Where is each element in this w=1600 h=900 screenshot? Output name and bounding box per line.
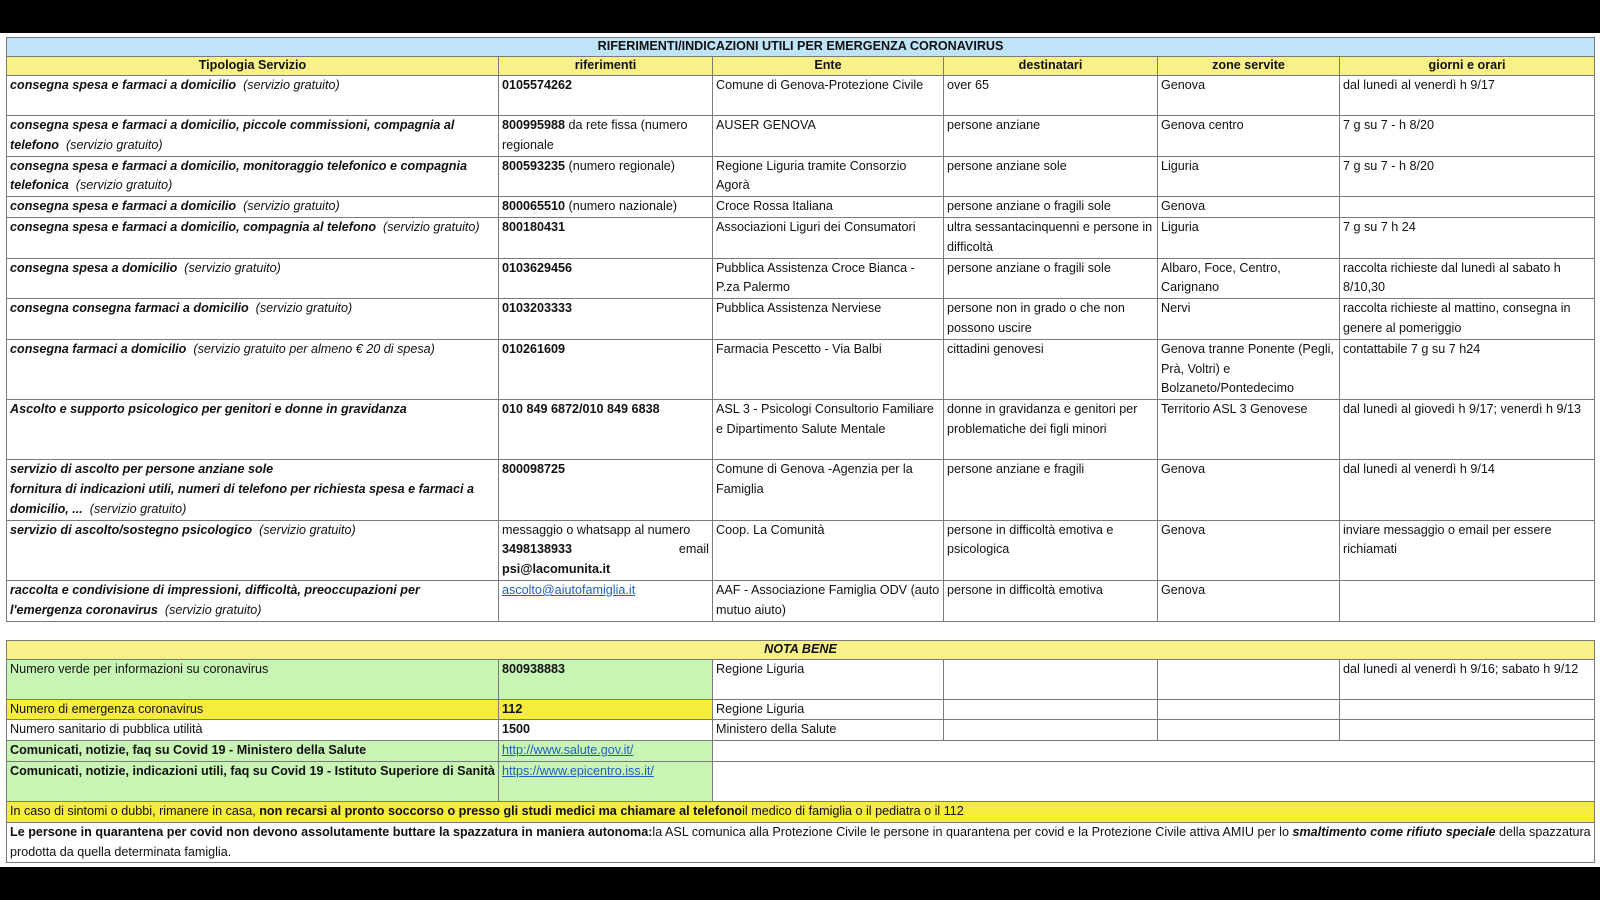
nota-ente: Ministero della Salute <box>713 720 944 741</box>
cell-riferimenti <box>499 197 713 218</box>
cell-destinatari: persone in difficoltà emotiva <box>944 580 1158 621</box>
cell-zone: Genova centro <box>1158 116 1340 157</box>
cell-orari: raccolta richieste al mattino, consegna in genere al pomeriggio <box>1340 299 1595 340</box>
phone-number: 0105574262 <box>502 78 573 92</box>
service-note: (servizio gratuito) <box>243 78 340 92</box>
email-label: email <box>678 542 709 557</box>
header-zone: zone servite <box>1158 57 1340 76</box>
symptoms-note-b: non recarsi al pronto soccorso o presso gli studi medici ma chiamare al telefono <box>259 803 743 818</box>
cell-service <box>7 116 499 157</box>
service-note: (servizio gratuito) <box>75 178 173 193</box>
symptoms-note-c: il medico di famiglia o il pediatra o il 112 <box>742 803 964 818</box>
cell-zone: Genova <box>1158 76 1340 116</box>
service-note: (servizio gratuito) <box>383 219 480 234</box>
cell-zone: Genova <box>1158 520 1340 580</box>
nota-number: 112 <box>499 699 713 720</box>
cell-ente: Associazioni Liguri dei Consumatori <box>713 217 944 258</box>
service-name: consegna spesa e farmaci a domicilio, compagnia al telefono <box>10 219 377 234</box>
nota-link-cell <box>499 761 713 801</box>
cell-ente: Pubblica Assistenza Croce Bianca - P.za Palermo <box>713 258 944 299</box>
phone-note: (numero regionale) <box>568 158 675 173</box>
cell-orari <box>1340 580 1595 621</box>
cell-orari: raccolta richieste dal lunedì al sabato h 8/10,30 <box>1340 258 1595 299</box>
cell-zone: Liguria <box>1158 217 1340 258</box>
phone-note: (numero nazionale) <box>568 199 678 214</box>
header-riferimenti: riferimenti <box>499 57 713 76</box>
cell-service <box>7 580 499 621</box>
cell-orari: 7 g su 7 h 24 <box>1340 217 1595 258</box>
service-name: consegna spesa e farmaci a domicilio <box>10 78 237 92</box>
nota-label: Numero di emergenza coronavirus <box>7 699 499 720</box>
email-address[interactable]: psi@lacomunita.it <box>502 562 611 577</box>
service-note: (servizio gratuito) <box>259 522 356 537</box>
phone-number: 800593235 <box>502 158 566 173</box>
cell-riferimenti <box>499 460 713 520</box>
cell-orari: inviare messaggio o email per essere richiamati <box>1340 520 1595 580</box>
cell-destinatari: cittadini genovesi <box>944 339 1158 399</box>
phone-number: 0103203333 <box>502 301 573 316</box>
cell-destinatari: over 65 <box>944 76 1158 116</box>
table-row <box>7 217 1595 258</box>
cell-orari: dal lunedì al giovedì h 9/17; venerdì h 9/13 <box>1340 400 1595 460</box>
symptoms-note <box>7 801 1595 822</box>
nota-empty <box>944 720 1158 741</box>
cell-ente: Coop. La Comunità <box>713 520 944 580</box>
nota-bene-title: NOTA BENE <box>7 640 1595 659</box>
cell-zone: Genova <box>1158 580 1340 621</box>
service-name: servizio di ascolto/sostegno psicologico <box>10 522 253 537</box>
table-row <box>7 258 1595 299</box>
spreadsheet <box>0 33 1600 867</box>
cell-orari: dal lunedì al venerdì h 9/14 <box>1340 460 1595 520</box>
nota-number: 800938883 <box>499 659 713 699</box>
cell-service <box>7 339 499 399</box>
table-row <box>7 299 1595 340</box>
service-note: (servizio gratuito) <box>255 301 353 316</box>
cell-orari: 7 g su 7 - h 8/20 <box>1340 116 1595 157</box>
nota-label: Comunicati, notizie, indicazioni utili, faq su Covid 19 - Istituto Superiore di Sanità <box>7 761 499 801</box>
cell-ente: AUSER GENOVA <box>713 116 944 157</box>
service-name: consegna spesa e farmaci a domicilio, piccole commissioni, compagnia al telefono <box>10 118 455 152</box>
nota-empty <box>713 761 1595 801</box>
cell-ente: Pubblica Assistenza Nerviese <box>713 299 944 340</box>
cell-destinatari: persone anziane <box>944 116 1158 157</box>
cell-ente: Comune di Genova-Protezione Civile <box>713 76 944 116</box>
cell-zone: Genova <box>1158 197 1340 218</box>
quarantine-note-a: Le persone in quarantena per covid non devono assolutamente buttare la spazzatura in maniera autonoma: <box>10 824 653 839</box>
service-name: Ascolto e supporto psicologico per genitori e donne in gravidanza <box>10 402 407 417</box>
quarantine-note-d: della spazzatura prodotta da quella determinata famiglia. <box>10 824 1591 859</box>
service-note: (servizio gratuito) <box>89 501 187 516</box>
service-name: consegna consegna farmaci a domicilio <box>10 301 249 316</box>
header-ente: Ente <box>713 57 944 76</box>
service-name: consegna spesa e farmaci a domicilio, monitoraggio telefonico e compagnia telefonica <box>10 158 467 193</box>
cell-service <box>7 400 499 460</box>
cell-destinatari: persone anziane e fragili <box>944 460 1158 520</box>
cell-orari: contattabile 7 g su 7 h24 <box>1340 339 1595 399</box>
service-note: (servizio gratuito) <box>184 260 281 275</box>
nota-empty <box>1158 659 1340 699</box>
cell-riferimenti <box>499 299 713 340</box>
phone-number: 010261609 <box>502 341 566 356</box>
cell-ente: Croce Rossa Italiana <box>713 197 944 218</box>
table-row <box>7 339 1595 399</box>
services-table <box>6 37 1595 622</box>
nota-label: Comunicati, notizie, faq su Covid 19 - Ministero della Salute <box>7 741 499 762</box>
cell-riferimenti <box>499 116 713 157</box>
nota-empty <box>1340 699 1595 720</box>
service-note: (servizio gratuito per almeno € 20 di spesa) <box>193 341 435 356</box>
header-destinatari: destinatari <box>944 57 1158 76</box>
cell-service <box>7 197 499 218</box>
cell-service <box>7 299 499 340</box>
cell-orari: 7 g su 7 - h 8/20 <box>1340 156 1595 197</box>
symptoms-note-a: In caso di sintomi o dubbi, rimanere in casa, <box>10 803 260 818</box>
cell-service <box>7 460 499 520</box>
nota-ente: Regione Liguria <box>713 659 944 699</box>
service-name: servizio di ascolto per persone anziane sole <box>10 462 274 477</box>
cell-zone: Genova <box>1158 460 1340 520</box>
salute-link[interactable]: http://www.salute.gov.it/ <box>502 743 634 758</box>
cell-zone: Territorio ASL 3 Genovese <box>1158 400 1340 460</box>
service-name: consegna spesa e farmaci a domicilio <box>10 199 237 214</box>
phone-number: 800098725 <box>502 462 566 477</box>
cell-riferimenti <box>499 76 713 116</box>
cell-zone: Liguria <box>1158 156 1340 197</box>
cell-destinatari: ultra sessantacinquenni e persone in difficoltà <box>944 217 1158 258</box>
nota-label: Numero verde per informazioni su coronavirus <box>7 659 499 699</box>
nota-ente: Regione Liguria <box>713 699 944 720</box>
epicentro-link[interactable]: https://www.epicentro.iss.it/ <box>502 763 654 778</box>
cell-service <box>7 217 499 258</box>
phone-number: 3498138933 <box>502 542 573 557</box>
nota-bene-table <box>6 640 1595 864</box>
cell-ente: Comune di Genova -Agenzia per la Famiglia <box>713 460 944 520</box>
service-name-extra: fornitura di indicazioni utili, numeri di telefono per richiesta spesa e farmaci a domicilio, ... <box>10 481 474 516</box>
table-row <box>7 156 1595 197</box>
table-row <box>7 116 1595 157</box>
table-row <box>7 580 1595 621</box>
cell-riferimenti <box>499 258 713 299</box>
nota-number: 1500 <box>499 720 713 741</box>
nota-empty <box>1158 720 1340 741</box>
table-row <box>7 76 1595 116</box>
nota-empty <box>713 741 1595 762</box>
service-name: raccolta e condivisione di impressioni, difficoltà, preoccupazioni per l'emergenza coronavirus <box>10 582 420 617</box>
service-name: consegna spesa a domicilio <box>10 260 178 275</box>
nota-label: Numero sanitario di pubblica utilità <box>7 720 499 741</box>
cell-riferimenti <box>499 217 713 258</box>
cell-ente: ASL 3 - Psicologi Consultorio Familiare e Dipartimento Salute Mentale <box>713 400 944 460</box>
phone-number: 010 849 6872/010 849 6838 <box>502 402 660 417</box>
cell-zone: Genova tranne Ponente (Pegli, Prà, Voltri) e Bolzaneto/Pontedecimo <box>1158 339 1340 399</box>
nota-empty <box>1158 699 1340 720</box>
cell-service <box>7 76 499 116</box>
nota-empty <box>1340 720 1595 741</box>
nota-empty <box>944 699 1158 720</box>
header-tipologia: Tipologia Servizio <box>7 57 499 76</box>
phone-number: 800995988 <box>502 118 566 132</box>
cell-destinatari: persone in difficoltà emotiva e psicologica <box>944 520 1158 580</box>
nota-empty <box>944 659 1158 699</box>
quarantine-note-c: smaltimento come rifiuto speciale <box>1292 824 1496 839</box>
cell-ente: Regione Liguria tramite Consorzio Agorà <box>713 156 944 197</box>
cell-ente: Farmacia Pescetto - Via Balbi <box>713 339 944 399</box>
cell-zone: Albaro, Foce, Centro, Carignano <box>1158 258 1340 299</box>
cell-zone: Nervi <box>1158 299 1340 340</box>
cell-ente: AAF - Associazione Famiglia ODV (auto mutuo aiuto) <box>713 580 944 621</box>
cell-service <box>7 520 499 580</box>
cell-destinatari: persone non in grado o che non possono uscire <box>944 299 1158 340</box>
cell-orari: dal lunedì al venerdì h 9/17 <box>1340 76 1595 116</box>
table-row <box>7 197 1595 218</box>
phone-note: da rete fissa (numero regionale <box>502 118 688 152</box>
email-link[interactable]: ascolto@aiutofamiglia.it <box>502 582 636 597</box>
cell-destinatari: persone anziane o fragili sole <box>944 197 1158 218</box>
cell-riferimenti <box>499 580 713 621</box>
service-note: (servizio gratuito) <box>164 602 262 617</box>
table-row <box>7 520 1595 580</box>
cell-destinatari: persone anziane o fragili sole <box>944 258 1158 299</box>
cell-riferimenti <box>499 339 713 399</box>
header-orari: giorni e orari <box>1340 57 1595 76</box>
cell-riferimenti <box>499 156 713 197</box>
quarantine-note <box>7 822 1595 863</box>
cell-destinatari: donne in gravidanza e genitori per problematiche dei figli minori <box>944 400 1158 460</box>
phone-number: 800180431 <box>502 219 566 234</box>
table-row <box>7 400 1595 460</box>
nota-orari: dal lunedì al venerdì h 9/16; sabato h 9/12 <box>1340 659 1595 699</box>
quarantine-note-b: la ASL comunica alla Protezione Civile le persone in quarantena per covid e la Protezione Civile attiva AMIU per lo <box>652 824 1293 839</box>
service-note: (servizio gratuito) <box>65 137 163 152</box>
cell-service <box>7 258 499 299</box>
cell-destinatari: persone anziane sole <box>944 156 1158 197</box>
cell-orari <box>1340 197 1595 218</box>
nota-link-cell <box>499 741 713 762</box>
cell-service <box>7 156 499 197</box>
service-note: (servizio gratuito) <box>243 199 340 214</box>
phone-number: 800065510 <box>502 199 566 214</box>
phone-number: 0103629456 <box>502 260 573 275</box>
table-title: RIFERIMENTI/INDICAZIONI UTILI PER EMERGENZA CORONAVIRUS <box>7 38 1595 57</box>
cell-riferimenti <box>499 520 713 580</box>
table-row <box>7 460 1595 520</box>
cell-riferimenti <box>499 400 713 460</box>
ref-prefix: messaggio o whatsapp al numero <box>502 522 691 537</box>
service-name: consegna farmaci a domicilio <box>10 341 187 356</box>
